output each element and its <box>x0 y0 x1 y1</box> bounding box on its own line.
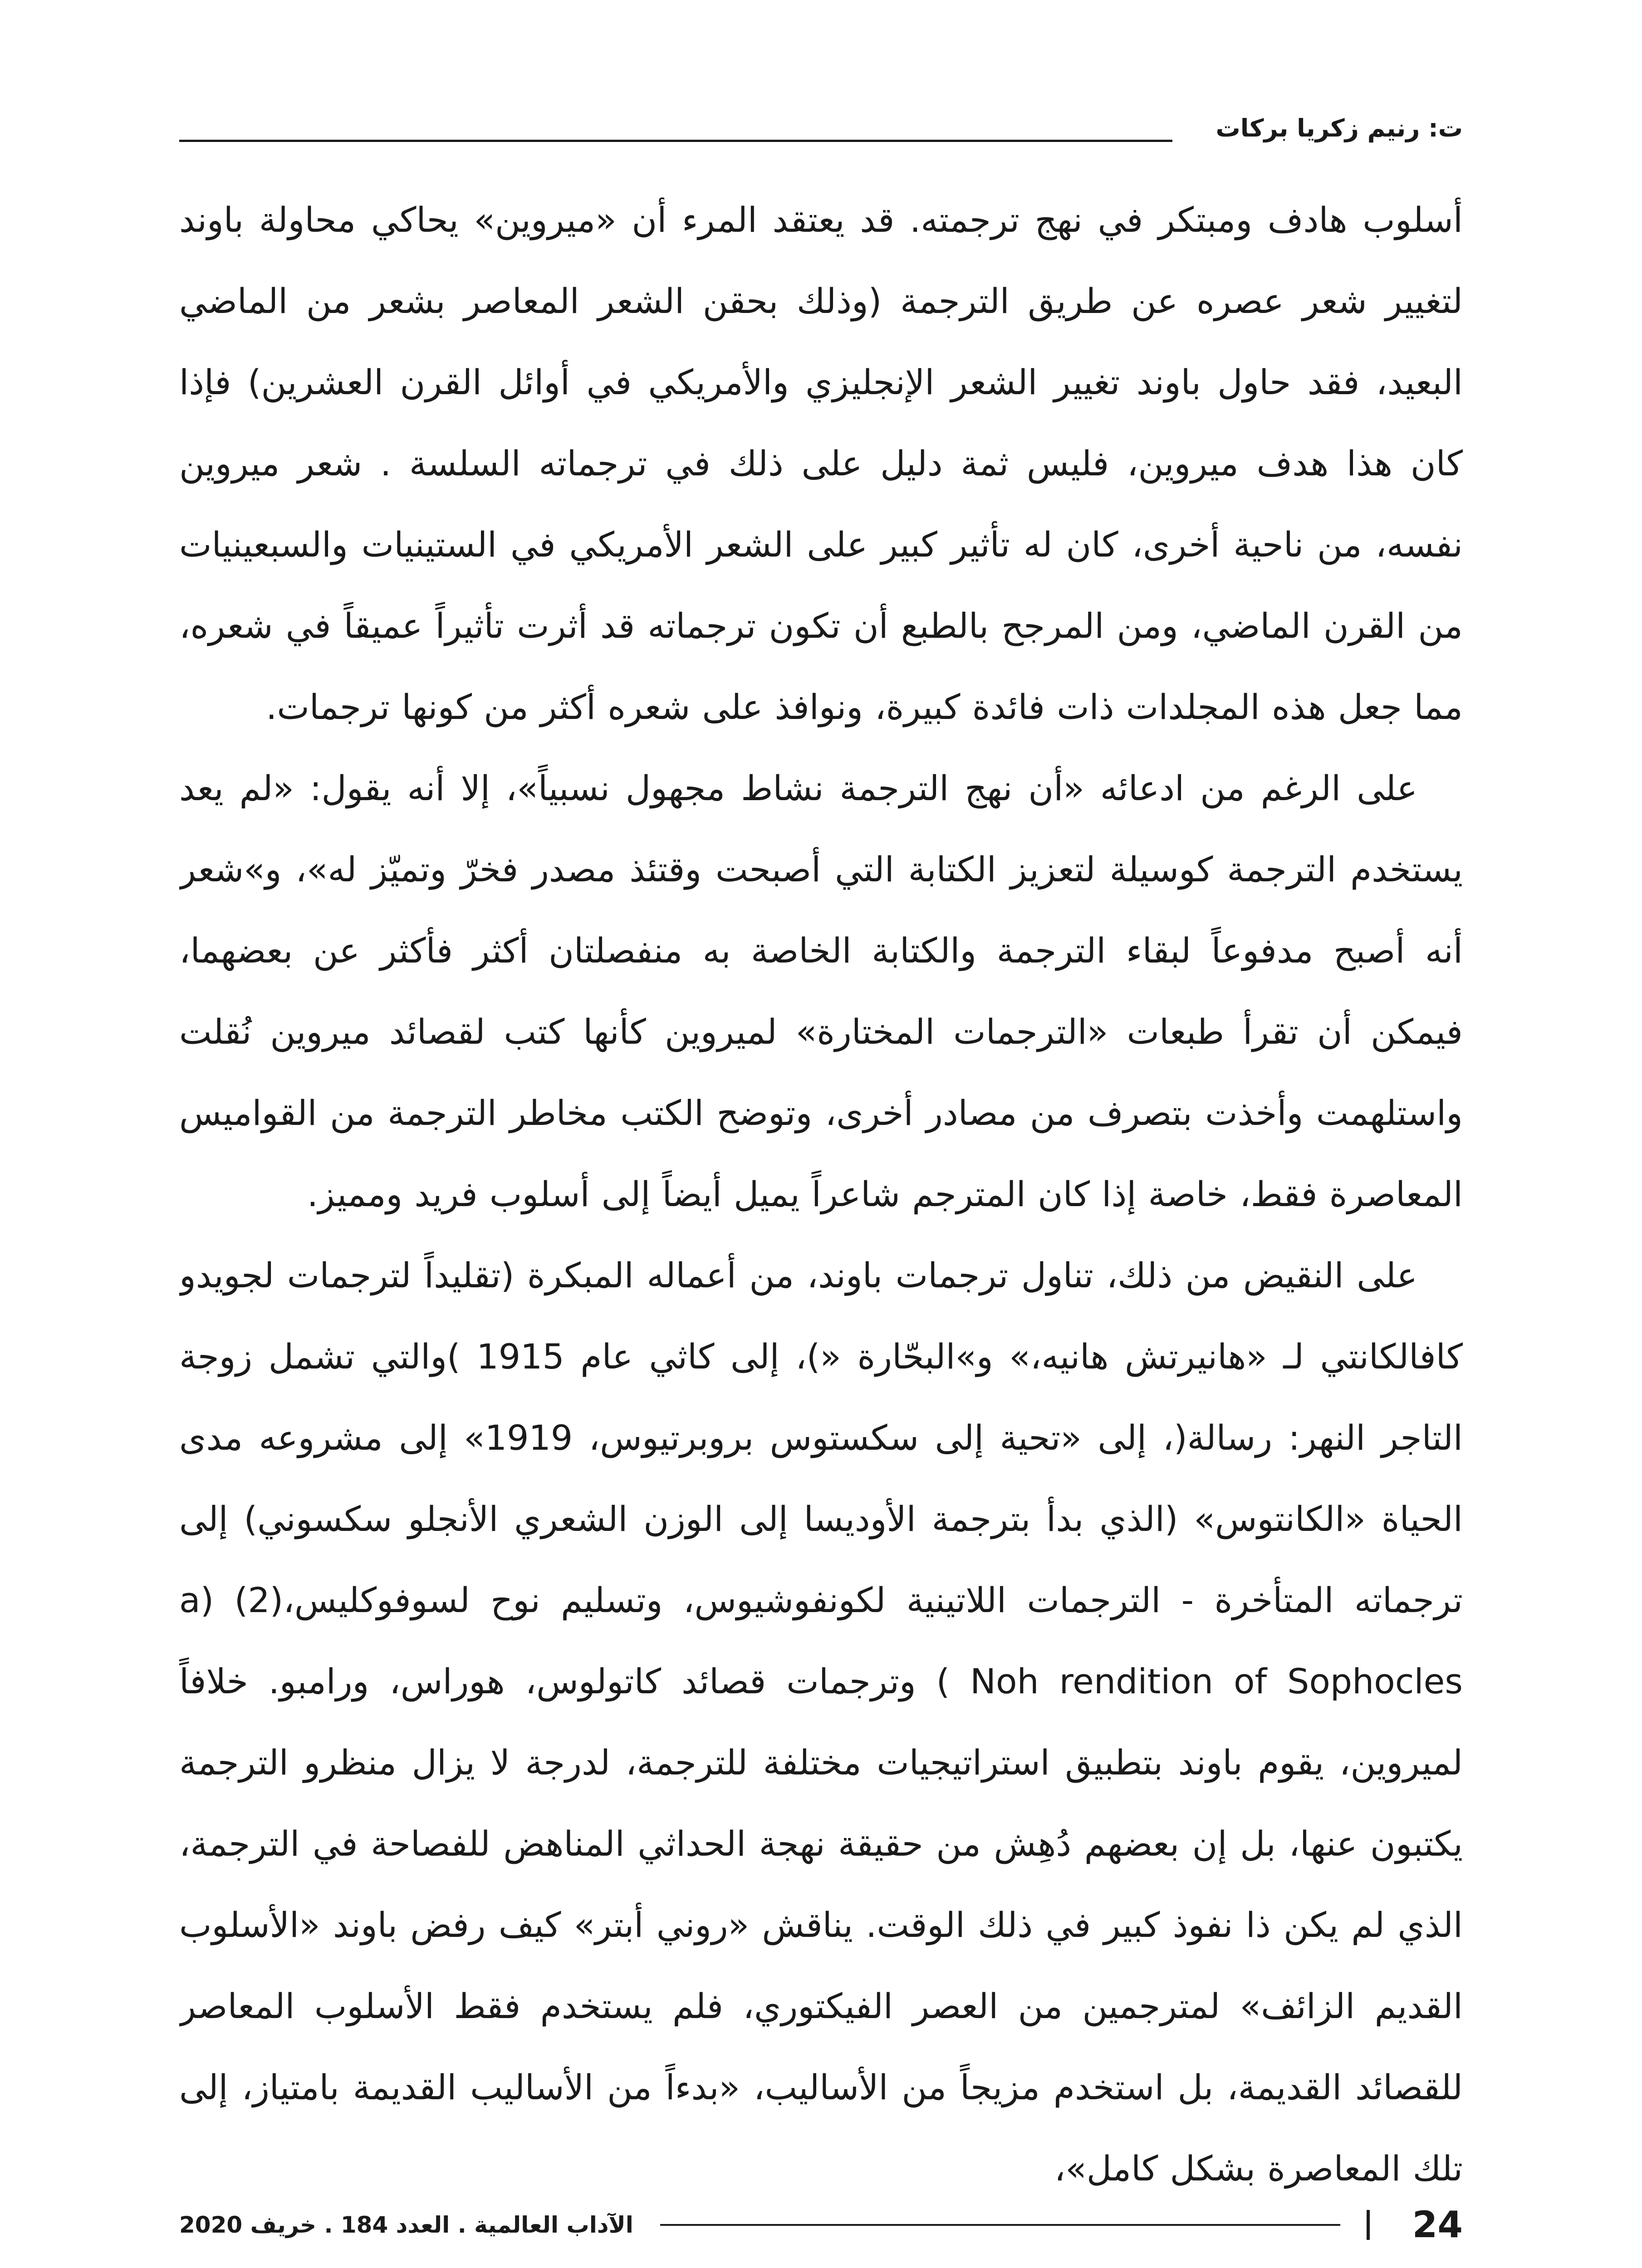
body-paragraph: على النقيض من ذلك، تناول ترجمات باوند، من أعماله المبكرة (تقليداً لترجمات لجويدو كافالكانتي لـ «هانيرتش هانيه،» و»البحّارة «)، إلى كاثي عام 1915 )والتي تشمل زوجة التاجر النهر: رسالة(، إلى «تحية إلى سكستوس بروبرتيوس، 1919» إلى مشروعه مدى الحياة «الكانتوس» (الذي بدأ بترجمة الأوديسا إلى الوزن الشعري الأنجلو سكسوني) إلى ترجماته المتأخرة - الترجمات اللاتينية لكونفوشيوس، وتسليم نوح لسوفوكليس،(2) (a Noh rendition of Sophocles ) وترجمات قصائد كاتولوس، هوراس، ورامبو. خلافاً لميروين، يقوم باوند بتطبيق استراتيجيات مختلفة للترجمة، لدرجة لا يزال منظرو الترجمة يكتبون عنها، بل إن بعضهم دُهِش من حقيقة نهجة الحداثي المناهض للفصاحة في الترجمة، الذي لم يكن ذا نفوذ كبير في ذلك الوقت. يناقش «روني أبتر» كيف رفض باوند «الأسلوب القديم الزائف» لمترجمين من العصر الفيكتوري، فلم يستخدم فقط الأسلوب المعاصر للقصائد القديمة، بل استخدم مزيجاً من الأساليب، «بدءاً من الأساليب القديمة بامتياز، إلى تلك المعاصرة بشكل كامل»، <box>179 1255 1463 2189</box>
header-rule <box>179 140 1172 142</box>
body-paragraph: على الرغم من ادعائه «أن نهج الترجمة نشاط مجهول نسبياً»، إلا أنه يقول: «لم يعد يستخدم الترجمة كوسيلة لتعزيز الكتابة التي أصبحت وقتئذ مصدر فخرّ وتميّز له»، و»شعر أنه أصبح مدفوعاً لبقاء الترجمة والكتابة الخاصة به منفصلتان أكثر فأكثر عن بعضهما، فيمكن أن تقرأ طبعات «الترجمات المختارة» لميروين كأنها كتب لقصائد ميروين نُقلت واستلهمت وأخذت بتصرف من مصادر أخرى، وتوضح الكتب مخاطر الترجمة من القواميس المعاصرة فقط، خاصة إذا كان المترجم شاعراً يميل أيضاً إلى أسلوب فريد ومميز. <box>179 768 1463 1214</box>
journal-issue-info: الآداب العالمية . العدد 184 . خريف 2020 <box>179 2212 633 2238</box>
article-body <box>179 179 1463 2220</box>
footer-separator-bar <box>1367 2210 1370 2240</box>
translator-name: ت: رنيم زكريا بركات <box>1216 114 1463 142</box>
footer-rule <box>660 2224 1340 2226</box>
page-number: 24 <box>1412 2204 1463 2246</box>
running-header <box>179 108 1463 149</box>
body-paragraph: أسلوب هادف ومبتكر في نهج ترجمته. قد يعتقد المرء أن «ميروين» يحاكي محاولة باوند لتغيير شعر عصره عن طريق الترجمة (وذلك بحقن الشعر المعاصر بشعر من الماضي البعيد، فقد حاول باوند تغيير الشعر الإنجليزي والأمريكي في أوائل القرن العشرين) فإذا كان هذا هدف ميروين، فليس ثمة دليل على ذلك في ترجماته السلسة . شعر ميروين نفسه، من ناحية أخرى، كان له تأثير كبير على الشعر الأمريكي في الستينيات والسبعينيات من القرن الماضي، ومن المرجح بالطبع أن تكون ترجماته قد أثرت تأثيراً عميقاً في شعره، مما جعل هذه المجلدات ذات فائدة كبيرة، ونوافذ على شعره أكثر من كونها ترجمات. <box>179 200 1463 727</box>
page-footer <box>179 2200 1463 2250</box>
